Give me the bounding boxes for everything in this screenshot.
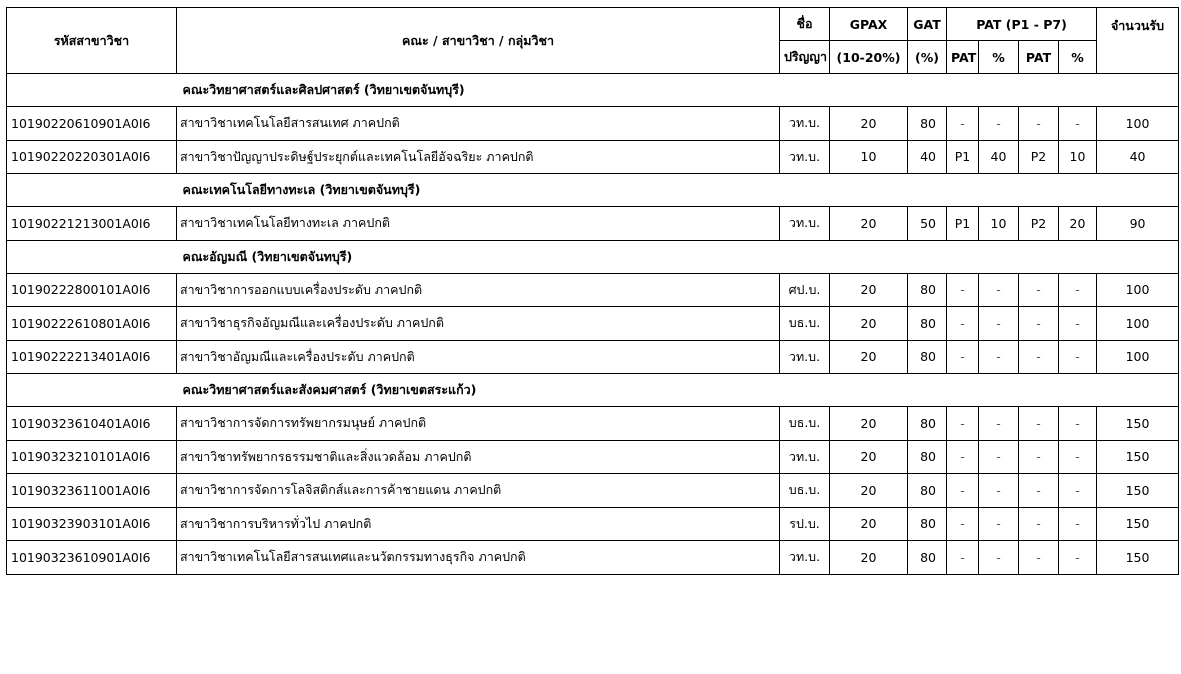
table-cell-name: สาขาวิชาธุรกิจอัญมณีและเครื่องประดับ ภาคปกติ xyxy=(177,307,780,341)
table-cell-name: สาขาวิชาการออกแบบเครื่องประดับ ภาคปกติ xyxy=(177,273,780,307)
table-cell-degree: ศป.บ. xyxy=(780,273,830,307)
header-row-top xyxy=(7,8,1179,41)
faculty-row xyxy=(7,240,1179,273)
table-cell-pat2: - xyxy=(1019,507,1059,541)
header-pat-group: PAT (P1 - P7) xyxy=(947,8,1097,41)
table-cell-seats: 100 xyxy=(1097,340,1179,374)
table-row xyxy=(7,474,1179,508)
header-gpax-line1: GPAX xyxy=(830,8,908,41)
header-pct2: % xyxy=(1059,41,1097,74)
table-cell-pct2: - xyxy=(1059,407,1097,441)
table-cell-seats: 150 xyxy=(1097,507,1179,541)
table-cell-pct1: 40 xyxy=(979,140,1019,174)
table-cell-pat1: - xyxy=(947,440,979,474)
faculty-row xyxy=(7,374,1179,407)
table-cell-pat2: - xyxy=(1019,474,1059,508)
header-gpax-line2: (10-20%) xyxy=(830,41,908,74)
table-cell-pct2: - xyxy=(1059,507,1097,541)
table-cell-pct1: - xyxy=(979,273,1019,307)
table-cell-pat1: - xyxy=(947,507,979,541)
table-cell-pct1: - xyxy=(979,541,1019,575)
table-cell-code: 10190220610901A0I6 xyxy=(7,107,177,141)
table-cell-seats: 100 xyxy=(1097,107,1179,141)
table-row xyxy=(7,507,1179,541)
table-row xyxy=(7,407,1179,441)
table-cell-degree: วท.บ. xyxy=(780,440,830,474)
table-cell-degree: วท.บ. xyxy=(780,107,830,141)
table-cell-degree: วท.บ. xyxy=(780,541,830,575)
table-cell-pat1: P1 xyxy=(947,207,979,241)
table-cell-pct1: - xyxy=(979,107,1019,141)
table-cell-gpax: 20 xyxy=(830,407,908,441)
table-cell-seats: 100 xyxy=(1097,273,1179,307)
table-cell-pct1: - xyxy=(979,340,1019,374)
header-gat-line2: (%) xyxy=(908,41,947,74)
table-cell-gpax: 20 xyxy=(830,207,908,241)
table-cell-pct1: - xyxy=(979,307,1019,341)
table-cell-gpax: 20 xyxy=(830,507,908,541)
table-cell-code: 10190221213001A0I6 xyxy=(7,207,177,241)
table-cell-seats: 150 xyxy=(1097,440,1179,474)
faculty-name: คณะเทคโนโลยีทางทะเล (วิทยาเขตจันทบุรี) xyxy=(177,174,1179,207)
table-cell-gpax: 20 xyxy=(830,474,908,508)
table-cell-gat: 80 xyxy=(908,407,947,441)
table-row xyxy=(7,107,1179,141)
table-cell-pat1: - xyxy=(947,541,979,575)
table-cell-pat2: - xyxy=(1019,307,1059,341)
table-cell-pat2: - xyxy=(1019,407,1059,441)
table-cell-pat1: P1 xyxy=(947,140,979,174)
header-pct1: % xyxy=(979,41,1019,74)
table-cell-name: สาขาวิชาเทคโนโลยีสารสนเทศและนวัตกรรมทางธุรกิจ ภาคปกติ xyxy=(177,541,780,575)
table-cell-pat2: - xyxy=(1019,340,1059,374)
table-cell-gat: 80 xyxy=(908,440,947,474)
table-cell-name: สาขาวิชาอัญมณีและเครื่องประดับ ภาคปกติ xyxy=(177,340,780,374)
table-cell-seats: 150 xyxy=(1097,541,1179,575)
table-cell-gpax: 20 xyxy=(830,340,908,374)
table-cell-gpax: 20 xyxy=(830,107,908,141)
table-cell-gat: 80 xyxy=(908,107,947,141)
table-row xyxy=(7,273,1179,307)
table-cell-seats: 40 xyxy=(1097,140,1179,174)
table-cell-code: 10190323210101A0I6 xyxy=(7,440,177,474)
table-row xyxy=(7,340,1179,374)
table-cell-name: สาขาวิชาปัญญาประดิษฐ์ประยุกต์และเทคโนโลยีอัจฉริยะ ภาคปกติ xyxy=(177,140,780,174)
table-cell-gpax: 20 xyxy=(830,541,908,575)
table-cell-seats: 150 xyxy=(1097,407,1179,441)
table-cell-pct2: - xyxy=(1059,273,1097,307)
faculty-row-spacer xyxy=(7,174,177,207)
table-cell-gat: 50 xyxy=(908,207,947,241)
table-cell-gat: 80 xyxy=(908,307,947,341)
table-cell-pat1: - xyxy=(947,340,979,374)
table-cell-degree: วท.บ. xyxy=(780,207,830,241)
table-cell-pct1: - xyxy=(979,507,1019,541)
table-cell-gat: 80 xyxy=(908,340,947,374)
table-cell-name: สาขาวิชาเทคโนโลยีทางทะเล ภาคปกติ xyxy=(177,207,780,241)
table-cell-gpax: 20 xyxy=(830,273,908,307)
table-cell-pat1: - xyxy=(947,474,979,508)
table-cell-pct2: - xyxy=(1059,307,1097,341)
table-cell-pat2: P2 xyxy=(1019,140,1059,174)
table-cell-pat2: - xyxy=(1019,107,1059,141)
header-code: รหัสสาขาวิชา xyxy=(7,8,177,74)
table-cell-pat1: - xyxy=(947,407,979,441)
table-cell-pat2: P2 xyxy=(1019,207,1059,241)
table-cell-gat: 80 xyxy=(908,507,947,541)
faculty-row xyxy=(7,174,1179,207)
table-cell-pat2: - xyxy=(1019,273,1059,307)
table-cell-pat2: - xyxy=(1019,541,1059,575)
table-row xyxy=(7,307,1179,341)
faculty-name: คณะอัญมณี (วิทยาเขตจันทบุรี) xyxy=(177,240,1179,273)
table-cell-gat: 40 xyxy=(908,140,947,174)
header-seats: จำนวนรับ xyxy=(1097,8,1179,74)
header-degree-line1: ชื่อ xyxy=(780,8,830,41)
table-cell-pct2: - xyxy=(1059,440,1097,474)
table-cell-pct2: - xyxy=(1059,340,1097,374)
table-cell-pat2: - xyxy=(1019,440,1059,474)
table-cell-code: 10190323903101A0I6 xyxy=(7,507,177,541)
admission-table xyxy=(6,7,1179,575)
table-cell-gat: 80 xyxy=(908,474,947,508)
table-cell-pat1: - xyxy=(947,273,979,307)
table-cell-seats: 90 xyxy=(1097,207,1179,241)
faculty-row xyxy=(7,74,1179,107)
table-row xyxy=(7,541,1179,575)
table-cell-pat1: - xyxy=(947,307,979,341)
header-degree-line2: ปริญญา xyxy=(780,41,830,74)
table-cell-degree: บธ.บ. xyxy=(780,407,830,441)
header-program: คณะ / สาขาวิชา / กลุ่มวิชา xyxy=(177,8,780,74)
faculty-name: คณะวิทยาศาสตร์และศิลปศาสตร์ (วิทยาเขตจันทบุรี) xyxy=(177,74,1179,107)
faculty-row-spacer xyxy=(7,74,177,107)
table-cell-gpax: 20 xyxy=(830,440,908,474)
table-cell-pct1: - xyxy=(979,407,1019,441)
table-cell-seats: 150 xyxy=(1097,474,1179,508)
faculty-row-spacer xyxy=(7,240,177,273)
table-cell-code: 10190323611001A0I6 xyxy=(7,474,177,508)
table-cell-code: 10190220220301A0I6 xyxy=(7,140,177,174)
table-cell-pct2: - xyxy=(1059,474,1097,508)
faculty-name: คณะวิทยาศาสตร์และสังคมศาสตร์ (วิทยาเขตสระแก้ว) xyxy=(177,374,1179,407)
table-cell-name: สาขาวิชาการจัดการทรัพยากรมนุษย์ ภาคปกติ xyxy=(177,407,780,441)
table-cell-pct1: - xyxy=(979,474,1019,508)
table-cell-code: 10190323610901A0I6 xyxy=(7,541,177,575)
table-cell-code: 10190222610801A0I6 xyxy=(7,307,177,341)
table-cell-pct2: - xyxy=(1059,107,1097,141)
faculty-row-spacer xyxy=(7,374,177,407)
table-cell-name: สาขาวิชาการจัดการโลจิสติกส์และการค้าชายแดน ภาคปกติ xyxy=(177,474,780,508)
table-row xyxy=(7,440,1179,474)
table-cell-gat: 80 xyxy=(908,273,947,307)
table-cell-pct1: - xyxy=(979,440,1019,474)
header-pat1: PAT xyxy=(947,41,979,74)
table-cell-degree: วท.บ. xyxy=(780,340,830,374)
table-cell-code: 10190222800101A0I6 xyxy=(7,273,177,307)
table-cell-degree: รป.บ. xyxy=(780,507,830,541)
table-cell-pct2: 20 xyxy=(1059,207,1097,241)
table-cell-pat1: - xyxy=(947,107,979,141)
table-cell-pct1: 10 xyxy=(979,207,1019,241)
table-row xyxy=(7,207,1179,241)
table-cell-seats: 100 xyxy=(1097,307,1179,341)
table-cell-pct2: - xyxy=(1059,541,1097,575)
header-pat2: PAT xyxy=(1019,41,1059,74)
table-row xyxy=(7,140,1179,174)
table-cell-degree: วท.บ. xyxy=(780,140,830,174)
header-gat-line1: GAT xyxy=(908,8,947,41)
table-cell-gpax: 10 xyxy=(830,140,908,174)
table-cell-name: สาขาวิชาเทคโนโลยีสารสนเทศ ภาคปกติ xyxy=(177,107,780,141)
table-cell-degree: บธ.บ. xyxy=(780,307,830,341)
table-cell-degree: บธ.บ. xyxy=(780,474,830,508)
table-cell-name: สาขาวิชาการบริหารทั่วไป ภาคปกติ xyxy=(177,507,780,541)
table-cell-gat: 80 xyxy=(908,541,947,575)
table-cell-code: 10190323610401A0I6 xyxy=(7,407,177,441)
table-cell-gpax: 20 xyxy=(830,307,908,341)
table-cell-pct2: 10 xyxy=(1059,140,1097,174)
table-cell-code: 10190222213401A0I6 xyxy=(7,340,177,374)
table-cell-name: สาขาวิชาทรัพยากรธรรมชาติและสิ่งแวดล้อม ภาคปกติ xyxy=(177,440,780,474)
table-body xyxy=(7,74,1179,575)
